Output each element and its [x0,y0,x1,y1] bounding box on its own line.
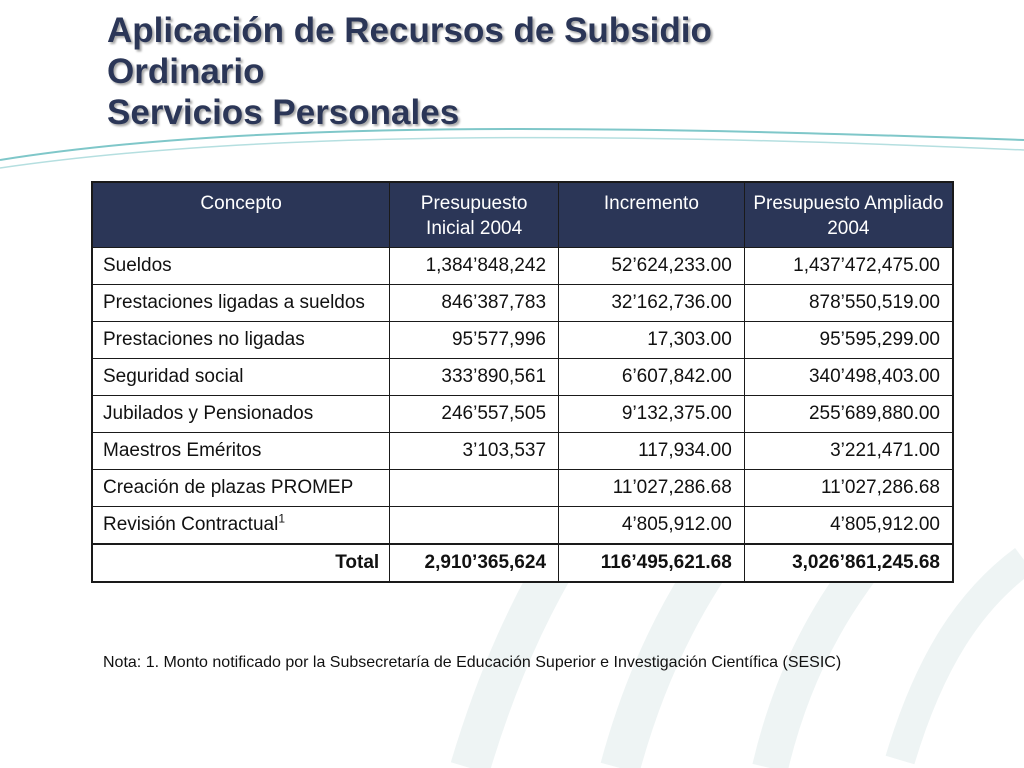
budget-table [91,181,954,583]
page-title [107,10,712,133]
header-concepto: Concepto [92,182,390,248]
cell-incremento: 11’027,286.68 [559,470,745,507]
footnote: Nota: 1. Monto notificado por la Subsecretaría de Educación Superior e Investigación Científica (SESIC) [103,654,842,671]
cell-concepto: Prestaciones no ligadas [92,322,390,359]
table-header-row [92,182,953,248]
cell-inicial: 95’577,996 [390,322,559,359]
cell-inicial: 846’387,783 [390,285,559,322]
cell-incremento: 32’162,736.00 [559,285,745,322]
cell-ampliado: 878’550,519.00 [744,285,953,322]
concepto-text: Revisión Contractual [103,514,279,535]
cell-incremento: 117,934.00 [559,433,745,470]
cell-concepto: Prestaciones ligadas a sueldos [92,285,390,322]
total-label: Total [92,544,390,582]
cell-inicial [390,507,559,545]
cell-incremento: 4’805,912.00 [559,507,745,545]
total-ampliado: 3,026’861,245.68 [744,544,953,582]
cell-concepto: Seguridad social [92,359,390,396]
cell-concepto: Creación de plazas PROMEP [92,470,390,507]
cell-concepto: Jubilados y Pensionados [92,396,390,433]
title-line-2: Ordinario [107,52,265,91]
cell-ampliado: 3’221,471.00 [744,433,953,470]
cell-ampliado: 1,437’472,475.00 [744,248,953,285]
cell-concepto: Maestros Eméritos [92,433,390,470]
cell-incremento: 17,303.00 [559,322,745,359]
cell-inicial: 333’890,561 [390,359,559,396]
table-total-row [92,544,953,582]
cell-ampliado: 4’805,912.00 [744,507,953,545]
cell-ampliado: 95’595,299.00 [744,322,953,359]
cell-inicial: 246’557,505 [390,396,559,433]
table-row [92,285,953,322]
cell-inicial: 3’103,537 [390,433,559,470]
cell-inicial: 1,384’848,242 [390,248,559,285]
header-presupuesto-inicial: Presupuesto Inicial 2004 [390,182,559,248]
cell-ampliado: 255’689,880.00 [744,396,953,433]
table-row [92,470,953,507]
total-incremento: 116’495,621.68 [559,544,745,582]
cell-incremento: 52’624,233.00 [559,248,745,285]
table-row [92,322,953,359]
header-incremento: Incremento [559,182,745,248]
watermark-stroke-icon [900,560,1024,760]
cell-ampliado: 340’498,403.00 [744,359,953,396]
table-row [92,433,953,470]
total-inicial: 2,910’365,624 [390,544,559,582]
header-presupuesto-ampliado: Presupuesto Ampliado 2004 [744,182,953,248]
title-line-1: Aplicación de Recursos de Subsidio [107,11,712,50]
cell-inicial [390,470,559,507]
table-row [92,359,953,396]
cell-ampliado: 11’027,286.68 [744,470,953,507]
footnote-marker: 1 [278,511,285,526]
table-row [92,248,953,285]
title-line-3: Servicios Personales [107,93,460,132]
cell-incremento: 6’607,842.00 [559,359,745,396]
cell-concepto [92,507,390,545]
table-row [92,396,953,433]
cell-incremento: 9’132,375.00 [559,396,745,433]
table-row [92,507,953,545]
cell-concepto: Sueldos [92,248,390,285]
